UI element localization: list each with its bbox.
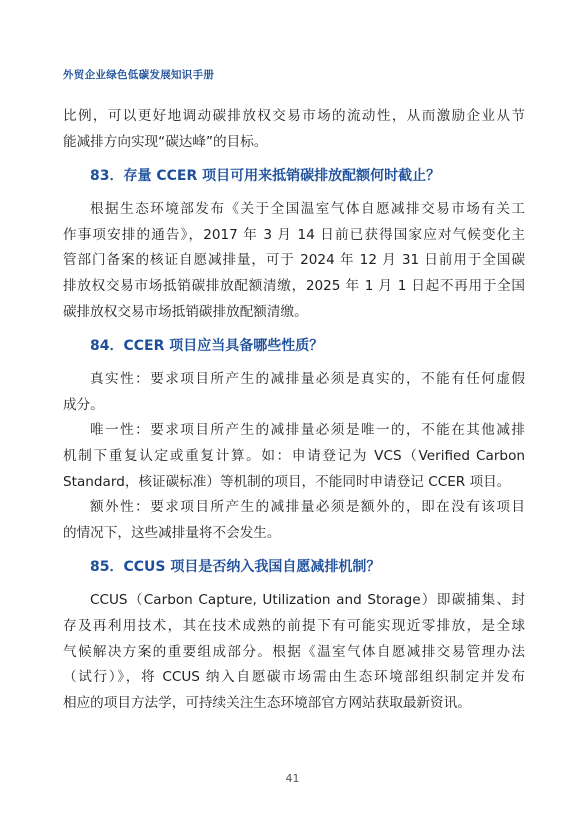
- text-line: CCUS（Carbon Capture, Utilization and Storage）即碳捕集、封: [90, 592, 525, 609]
- text-line: 气候解决方案的重要组成部分。根据《温室气体自愿减排交易管理办法: [63, 643, 525, 660]
- question-85-heading: 85．CCUS 项目是否纳入我国自愿减排机制？: [90, 559, 381, 576]
- question-85-answer: [63, 588, 525, 716]
- text-line: 真实性：要求项目所产生的减排量必须是真实的，不能有任何虚假: [90, 371, 525, 388]
- question-83-heading: 83．存量 CCER 项目可用来抵销碳排放配额何时截止？: [90, 168, 441, 185]
- text-line: （试行）》，将 CCUS 纳入自愿碳市场需由生态环境部组织制定并发布: [63, 669, 525, 686]
- text-line: 相应的项目方法学，可持续关注生态环境部官方网站获取最新资讯。: [63, 694, 471, 711]
- question-84-authenticity: [63, 367, 525, 418]
- question-84-heading: 84．CCER 项目应当具备哪些性质？: [90, 338, 324, 355]
- text-line: 管部门备案的核证自愿减排量，可于 2024 年 12 月 31 日前用于全国碳: [63, 252, 525, 269]
- text-line: 存及再利用技术，其在技术成熟的前提下有可能实现近零排放，是全球: [63, 617, 525, 634]
- text-line: 成分。: [63, 396, 104, 413]
- page-content: [63, 104, 525, 716]
- page-number: 41: [285, 772, 300, 785]
- text-line: 机制下重复认定或重复计算。如：申请登记为 VCS（Verified Carbon: [63, 447, 525, 464]
- text-line: 额外性：要求项目所产生的减排量必须是额外的，即在没有该项目: [90, 499, 525, 516]
- text-line: 比例，可以更好地调动碳排放权交易市场的流动性，从而激励企业从节: [63, 108, 525, 124]
- text-line: 作事项安排的通告》，2017 年 3 月 14 日前已获得国家应对气候变化主: [63, 226, 525, 243]
- text-line: 排放权交易市场抵销碳排放配额清缴，2025 年 1 月 1 日起不再用于全国: [63, 277, 525, 294]
- text-line: Standard，核证碳标准）等机制的项目，不能同时申请登记 CCER 项目。: [63, 473, 511, 490]
- question-84-additionality: [63, 495, 525, 546]
- question-84-uniqueness: [63, 418, 525, 495]
- running-header: 外贸企业绿色低碳发展知识手册: [63, 69, 215, 81]
- intro-paragraph: [63, 104, 525, 155]
- text-line: 唯一性：要求项目所产生的减排量必须是唯一的，不能在其他减排: [90, 422, 525, 439]
- text-line: 能减排方向实现“碳达峰”的目标。: [63, 133, 268, 150]
- question-83-answer: [63, 197, 525, 325]
- text-line: 的情况下，这些减排量将不会发生。: [63, 524, 281, 541]
- text-line: 碳排放权交易市场抵销碳排放配额清缴。: [63, 303, 308, 320]
- text-line: 根据生态环境部发布《关于全国温室气体自愿减排交易市场有关工: [90, 201, 525, 218]
